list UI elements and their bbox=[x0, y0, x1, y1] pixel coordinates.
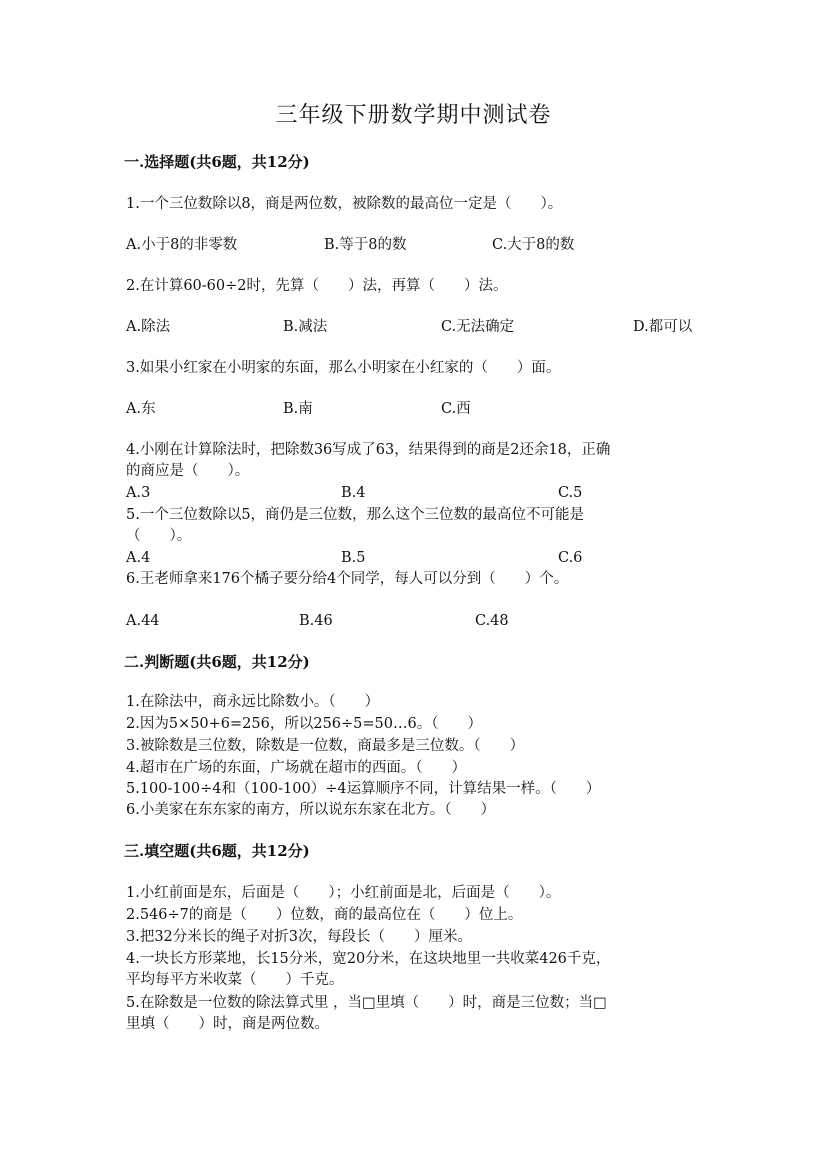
question-text: 6.王老师拿来176个橘子要分给4个同学，每人可以分到（ ）个。 bbox=[126, 571, 569, 587]
fill-in-text: 5.在除数是一位数的除法算式里 ，当□里填（ ）时，商是三位数；当□ bbox=[126, 995, 607, 1011]
option-b: B.4 bbox=[341, 485, 366, 501]
section-heading-judgment: 二.判断题(共6题，共12分) bbox=[124, 653, 310, 671]
question-text: 1.一个三位数除以8，商是两位数，被除数的最高位一定是（ ）。 bbox=[126, 196, 563, 212]
statement-text: 4.超市在广场的东面，广场就在超市的西面。（ ） bbox=[126, 760, 467, 776]
option-a: A.44 bbox=[126, 613, 160, 629]
option-a: A.除法 bbox=[126, 319, 171, 335]
statement-text: 6.小美家在东东家的南方，所以说东东家在北方。（ ） bbox=[126, 802, 496, 818]
option-c: C.5 bbox=[558, 485, 583, 501]
question-text: 3.如果小红家在小明家的东面，那么小明家在小红家的（ ）面。 bbox=[126, 360, 561, 376]
option-a: A.东 bbox=[126, 401, 156, 417]
fill-in-text: 里填（ ）时，商是两位数。 bbox=[126, 1016, 329, 1032]
fill-in-text: 平均每平方米收菜（ ）千克。 bbox=[126, 972, 344, 988]
fill-in-text: 1.小红前面是东，后面是（ ）；小红前面是北，后面是（ ）。 bbox=[126, 885, 561, 901]
option-c: C.西 bbox=[441, 401, 471, 417]
option-c: C.无法确定 bbox=[441, 319, 515, 335]
fill-in-text: 4.一块长方形菜地，长15分米，宽20分米，在这块地里一共收菜426千克， bbox=[126, 951, 611, 967]
statement-text: 1.在除法中，商永远比除数小。（ ） bbox=[126, 694, 380, 710]
option-c: C.48 bbox=[475, 613, 509, 629]
option-b: B.5 bbox=[341, 550, 366, 566]
statement-text: 3.被除数是三位数，除数是一位数，商最多是三位数。（ ） bbox=[126, 738, 525, 754]
option-c: C.6 bbox=[558, 550, 583, 566]
option-b: B.减法 bbox=[283, 319, 328, 335]
option-d: D.都可以 bbox=[633, 319, 693, 335]
page-title: 三年级下册数学期中测试卷 bbox=[275, 103, 552, 128]
question-text: 的商应是（ ）。 bbox=[126, 463, 250, 479]
option-c: C.大于8的数 bbox=[492, 237, 575, 253]
question-text: 4.小刚在计算除法时，把除数36写成了63，结果得到的商是2还余18，正确 bbox=[126, 442, 611, 458]
fill-in-text: 3.把32分米长的绳子对折3次，每段长（ ）厘米。 bbox=[126, 929, 473, 945]
option-a: A.4 bbox=[126, 550, 151, 566]
option-b: B.46 bbox=[299, 613, 333, 629]
fill-in-text: 2.546÷7的商是（ ）位数，商的最高位在（ ）位上。 bbox=[126, 907, 523, 923]
question-text: 2.在计算60-60÷2时，先算（ ）法，再算（ ）法。 bbox=[126, 278, 508, 294]
section-heading-fill-in: 三.填空题(共6题，共12分) bbox=[124, 842, 310, 860]
option-a: A.小于8的非零数 bbox=[126, 237, 238, 253]
statement-text: 2.因为5×50+6=256，所以256÷5=50…6。（ ） bbox=[126, 716, 482, 732]
question-text: （ ）。 bbox=[126, 528, 192, 544]
statement-text: 5.100-100÷4和（100-100）÷4运算顺序不同，计算结果一样。（ ） bbox=[126, 781, 601, 797]
question-text: 5.一个三位数除以5，商仍是三位数，那么这个三位数的最高位不可能是 bbox=[126, 507, 585, 523]
section-heading-choice: 一.选择题(共6题，共12分) bbox=[124, 153, 310, 171]
option-b: B.等于8的数 bbox=[324, 237, 407, 253]
option-b: B.南 bbox=[283, 401, 313, 417]
option-a: A.3 bbox=[126, 485, 151, 501]
